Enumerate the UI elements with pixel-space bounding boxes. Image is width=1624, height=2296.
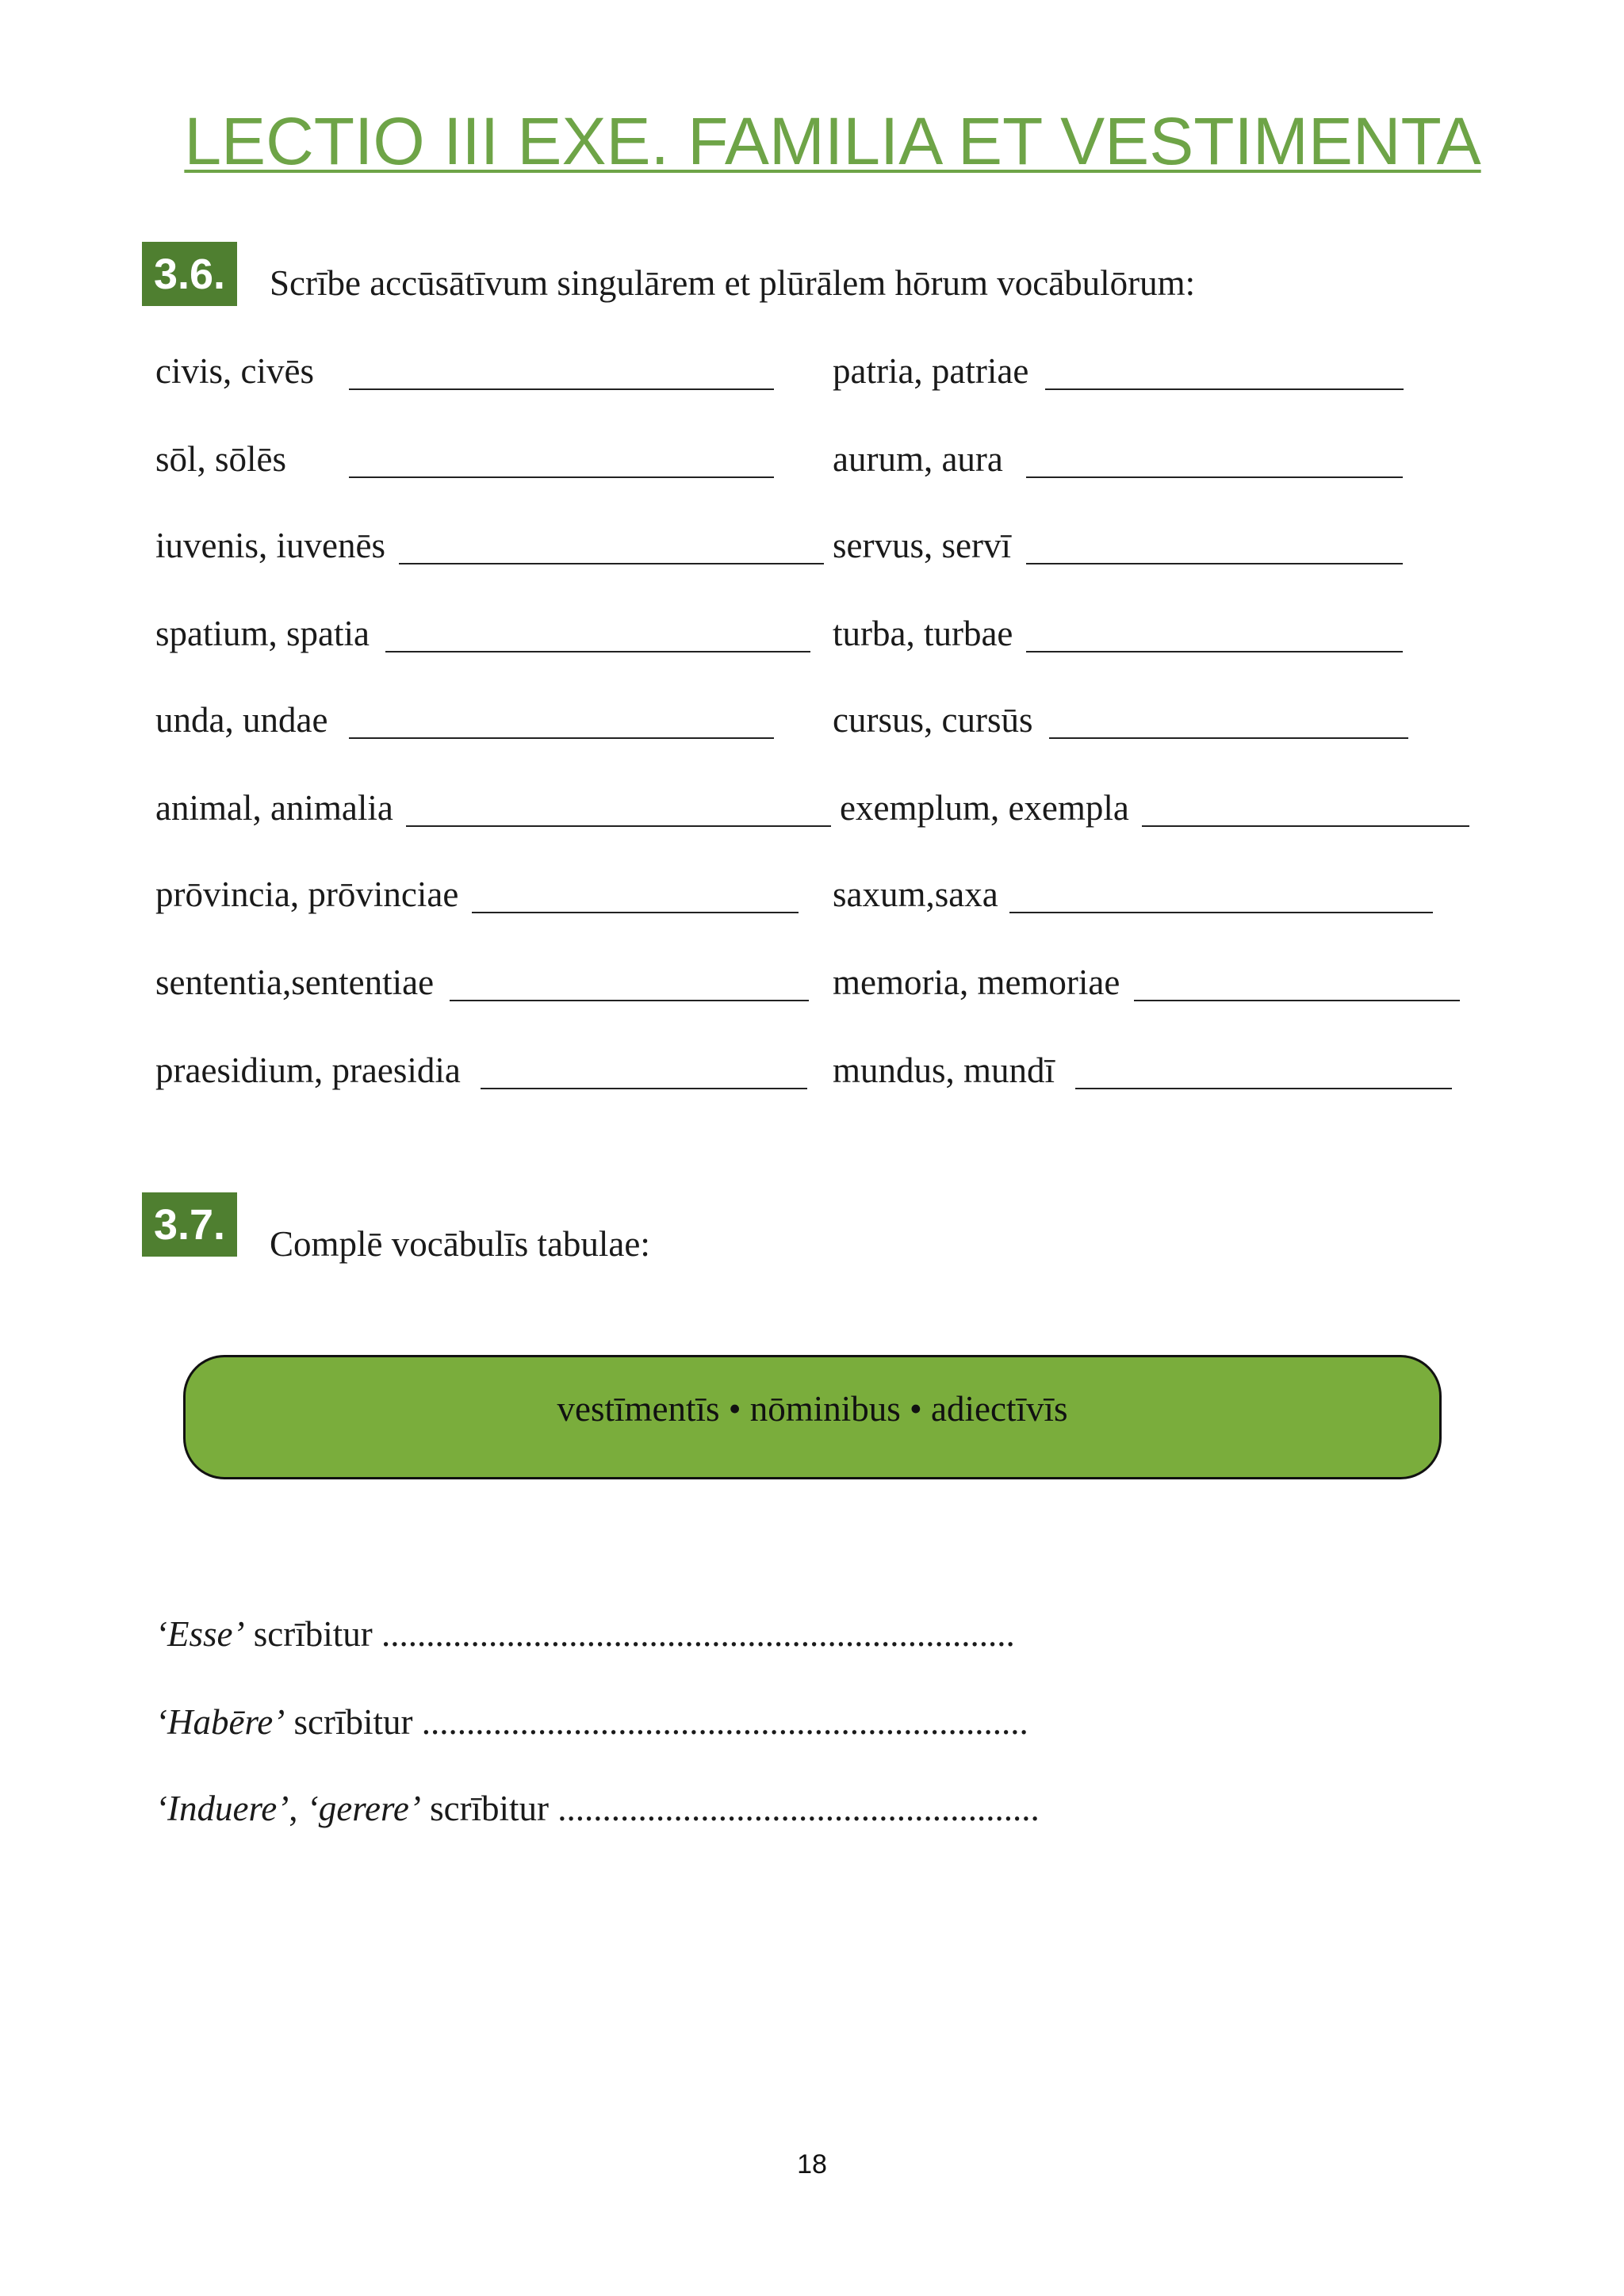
page-title: LECTIO III EXE. FAMILIA ET VESTIMENTA [184, 104, 1481, 178]
prompt-term: ‘Esse’ [155, 1614, 245, 1654]
vocab-term-left: civis, civēs [155, 351, 314, 391]
word-bank-box [183, 1355, 1442, 1479]
vocab-term-right: exemplum, exempla [840, 788, 1129, 828]
vocab-term-left: iuvenis, iuvenēs [155, 526, 385, 565]
answer-blank [1134, 1000, 1460, 1001]
dotted-answer-leader: ....................................................................... [381, 1614, 1015, 1654]
vocab-row [0, 439, 1624, 481]
prompt-line [155, 1702, 1028, 1742]
answer-blank [1075, 1088, 1452, 1089]
prompt-term: ‘Habēre’ [155, 1702, 285, 1742]
vocab-term-right: saxum,saxa [833, 874, 998, 914]
vocab-term-right: patria, patriae [833, 351, 1029, 391]
exercise-number: 3.6. [153, 250, 226, 298]
vocab-row [0, 874, 1624, 916]
vocab-row [0, 790, 1624, 830]
answer-blank [1142, 825, 1469, 827]
vocab-row [0, 962, 1624, 1004]
prompt-term: ‘gerere’ [306, 1789, 421, 1828]
prompt-line [155, 1791, 1040, 1827]
vocab-row [0, 528, 1624, 568]
answer-blank [406, 825, 831, 827]
vocab-term-left: unda, undae [155, 700, 328, 740]
dotted-answer-leader: ...................................................... [557, 1789, 1040, 1828]
answer-blank [472, 912, 799, 913]
vocab-row [0, 616, 1624, 656]
vocab-row [0, 1050, 1624, 1093]
prompt-line [155, 1614, 1015, 1654]
answer-blank [1026, 563, 1403, 564]
exercise-number-badge [142, 1192, 237, 1257]
prompt-verb: scrībitur [430, 1789, 550, 1828]
vocab-term-right: servus, servī [833, 526, 1011, 565]
vocab-term-left: spatium, spatia [155, 614, 370, 653]
word-bank-text: vestīmentīs • nōminibus • adiectīvīs [557, 1389, 1068, 1429]
vocab-term-right: turba, turbae [833, 614, 1013, 653]
answer-blank [349, 388, 774, 390]
answer-blank [1009, 912, 1433, 913]
answer-blank [399, 563, 824, 564]
answer-blank [1026, 651, 1403, 652]
vocab-term-right: mundus, mundī [833, 1050, 1055, 1090]
vocab-term-right: aurum, aura [833, 439, 1003, 479]
exercise-number-badge [142, 242, 237, 306]
dotted-answer-leader: .................................................................... [421, 1702, 1028, 1742]
vocab-term-left: prōvincia, prōvinciae [155, 874, 459, 914]
answer-blank [385, 651, 810, 652]
vocab-term-right: memoria, memoriae [833, 962, 1120, 1002]
page-number: 18 [797, 2149, 827, 2179]
prompt-verb: scrībitur [293, 1702, 413, 1742]
vocab-term-left: praesidium, praesidia [155, 1050, 461, 1090]
vocab-term-left: sententia,sententiae [155, 962, 435, 1002]
prompt-separator: , [289, 1789, 298, 1828]
answer-blank [349, 737, 774, 739]
exercise-instruction: Scrībe accūsātīvum singulārem et plūrālem hōrum vocābulōrum: [270, 263, 1196, 303]
prompt-verb: scrībitur [253, 1614, 373, 1654]
answer-blank [349, 476, 774, 478]
vocab-row [0, 702, 1624, 742]
answer-blank [450, 1000, 809, 1001]
prompt-term: ‘Induere’ [155, 1789, 289, 1828]
answer-blank [1045, 388, 1404, 390]
vocab-row [0, 351, 1624, 393]
exercise-instruction: Complē vocābulīs tabulae: [270, 1224, 650, 1264]
answer-blank [1049, 737, 1408, 739]
vocab-term-right: cursus, cursūs [833, 700, 1033, 740]
vocab-term-left: animal, animalia [155, 788, 393, 828]
answer-blank [1026, 476, 1403, 478]
answer-blank [481, 1088, 807, 1089]
exercise-number: 3.7. [153, 1200, 226, 1249]
vocab-term-left: sōl, sōlēs [155, 439, 287, 479]
